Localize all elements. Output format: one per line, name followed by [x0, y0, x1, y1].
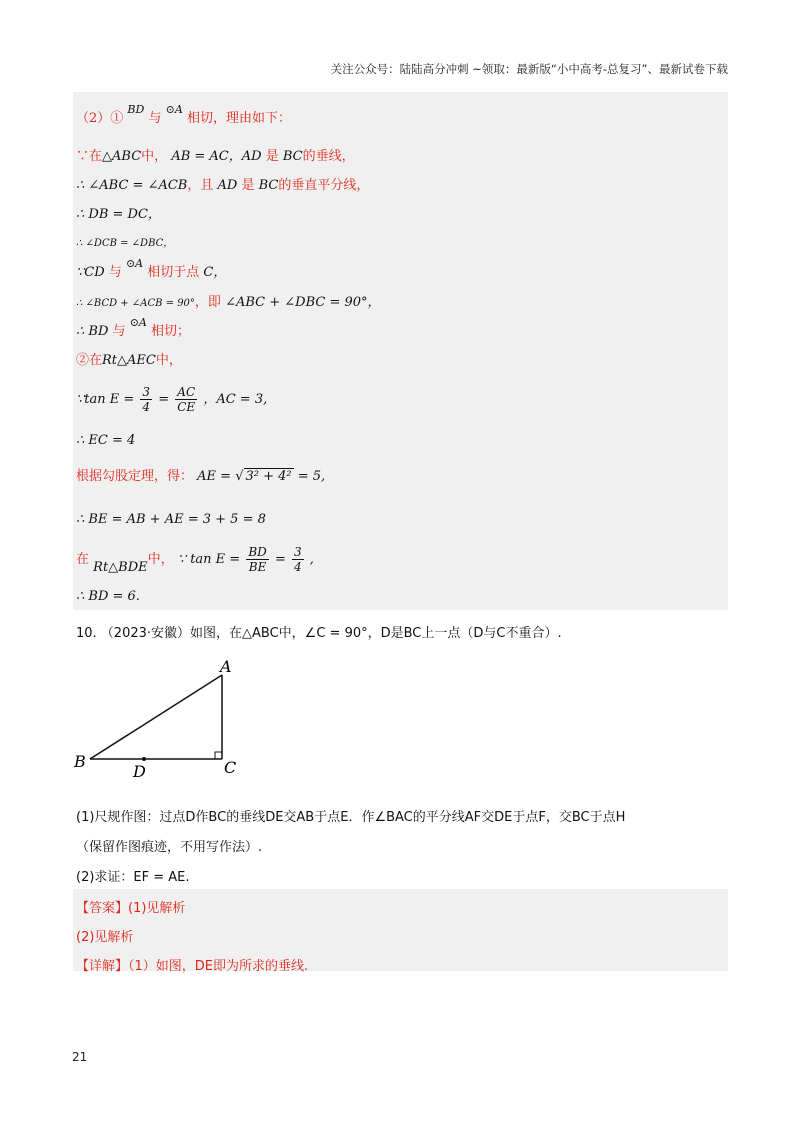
- fraction-3-4b: [292, 545, 304, 574]
- label-c: C: [224, 758, 237, 777]
- answer-line-2: (2)见解析: [76, 930, 134, 945]
- text: 与: [108, 265, 122, 280]
- detail-line: [76, 955, 308, 974]
- answer-1: (1)见解析: [128, 901, 186, 916]
- solution-line-12: 根据勾股定理，得： AE = √ 3² + 4² = 5,: [76, 469, 326, 484]
- math: = 5,: [297, 469, 326, 484]
- denominator: CE: [177, 400, 196, 414]
- triangle-figure: [70, 655, 250, 780]
- math: =: [158, 392, 170, 407]
- math-circle-a: ⊙A: [165, 103, 183, 116]
- text: 中，: [141, 149, 168, 164]
- text: 根据勾股定理，得：: [76, 469, 194, 484]
- right-angle-mark: [215, 752, 222, 759]
- detail-label: 【详解】: [76, 959, 129, 974]
- answer-label: 【答案】: [76, 901, 129, 916]
- part-label: （2）①: [76, 111, 124, 126]
- text: ∵在: [76, 149, 103, 164]
- solution-line-8: [76, 316, 191, 341]
- math: △ABC: [102, 149, 142, 164]
- math: ，AC = 3,: [203, 392, 268, 407]
- solution-line-14: [76, 545, 314, 575]
- solution-line-5: ∴ ∠DCB = ∠DBC，: [76, 238, 174, 249]
- label-a: A: [220, 657, 232, 676]
- math: Rt△BDE: [93, 560, 148, 575]
- text: 在: [76, 552, 90, 567]
- fraction-bd-be: [246, 545, 268, 574]
- text: ②在: [76, 353, 103, 368]
- solution-line-9: [76, 352, 182, 370]
- math: BC: [282, 149, 303, 164]
- point-d: [142, 757, 146, 761]
- math: ∵CD: [76, 265, 105, 280]
- solution-line-3: [76, 177, 369, 195]
- math: AE =: [197, 469, 232, 484]
- answer-line-1: [76, 897, 185, 916]
- math: ⊙A: [125, 257, 144, 270]
- denominator: BE: [248, 560, 267, 574]
- page-number: 21: [72, 1050, 88, 1064]
- text: 相切于点: [147, 265, 200, 280]
- math-bd: BD: [127, 103, 145, 116]
- numerator: 3: [293, 545, 302, 559]
- denominator: 4: [293, 560, 302, 574]
- text: 的垂线，: [302, 149, 355, 164]
- question-stem: 10. （2023·安徽）如图，在△ABC中，∠C = 90°，D是BC上一点（D与C不重合）.: [76, 626, 562, 641]
- numerator: AC: [175, 385, 197, 400]
- math: Rt△AEC: [102, 353, 156, 368]
- denominator: 4: [142, 400, 151, 414]
- text: 中，: [155, 353, 182, 368]
- question-part-2: (2)求证：EF = AE.: [76, 870, 190, 885]
- fraction-3-4: [140, 385, 152, 414]
- solution-line-1: [76, 103, 291, 128]
- math: ∠ABC + ∠DBC = 90°，: [225, 295, 381, 310]
- text-with: 与: [148, 111, 162, 126]
- detail-text: （1）如图，DE即为所求的垂线.: [128, 959, 309, 974]
- math: ∴ BD: [76, 324, 109, 339]
- numerator: BD: [248, 545, 267, 559]
- text: 与: [112, 324, 126, 339]
- math: AD: [217, 178, 238, 193]
- text: 是: [241, 178, 255, 193]
- text: ，即: [194, 295, 221, 310]
- math: ,: [309, 552, 314, 567]
- math: AB = AC，AD: [171, 149, 262, 164]
- solution-block: [73, 92, 728, 610]
- solution-line-4: ∴ DB = DC，: [76, 207, 161, 222]
- math: ⊙A: [129, 316, 147, 329]
- text: 相切；: [151, 324, 191, 339]
- math: ∵ tan E =: [177, 552, 241, 567]
- text: 是: [265, 149, 279, 164]
- solution-line-11: ∴ EC = 4: [76, 433, 136, 448]
- label-b: B: [74, 752, 86, 771]
- solution-line-15: ∴ BD = 6.: [76, 589, 140, 604]
- numerator: 3: [142, 385, 151, 399]
- label-d: D: [133, 762, 146, 780]
- solution-line-13: ∴ BE = AB + AE = 3 + 5 = 8: [76, 512, 266, 527]
- segment-ab: [90, 675, 222, 759]
- fraction-ac-ce: [175, 385, 197, 414]
- math: ∴ ∠ABC = ∠ACB: [76, 178, 188, 193]
- sqrt-content: 3² + 4²: [245, 469, 292, 484]
- solution-line-7: [76, 294, 381, 313]
- page-header: 关注公众号：陆陆高分冲刺 ~领取：最新版“小中高考-总复习”、最新试卷下载: [330, 62, 728, 76]
- solution-line-10: [76, 385, 267, 415]
- solution-line-6: [76, 257, 227, 282]
- math: ∵tan E =: [76, 392, 135, 407]
- question-part-1b: （保留作图痕迹，不用写作法）.: [76, 840, 263, 855]
- math: ∴ ∠BCD + ∠ACB = 90°: [76, 298, 195, 309]
- math: =: [274, 552, 286, 567]
- text: 中，: [147, 552, 174, 567]
- text-tangent-reason: 相切，理由如下：: [186, 111, 291, 126]
- math: BC: [258, 178, 279, 193]
- text: ，且: [187, 178, 214, 193]
- question-part-1: (1)尺规作图：过点D作BC的垂线DE交AB于点E．作∠BAC的平分线AF交DE于点F，交BC于点H: [76, 810, 626, 825]
- math: C，: [203, 265, 227, 280]
- solution-line-2: [76, 148, 355, 166]
- text: 的垂直平分线，: [278, 178, 370, 193]
